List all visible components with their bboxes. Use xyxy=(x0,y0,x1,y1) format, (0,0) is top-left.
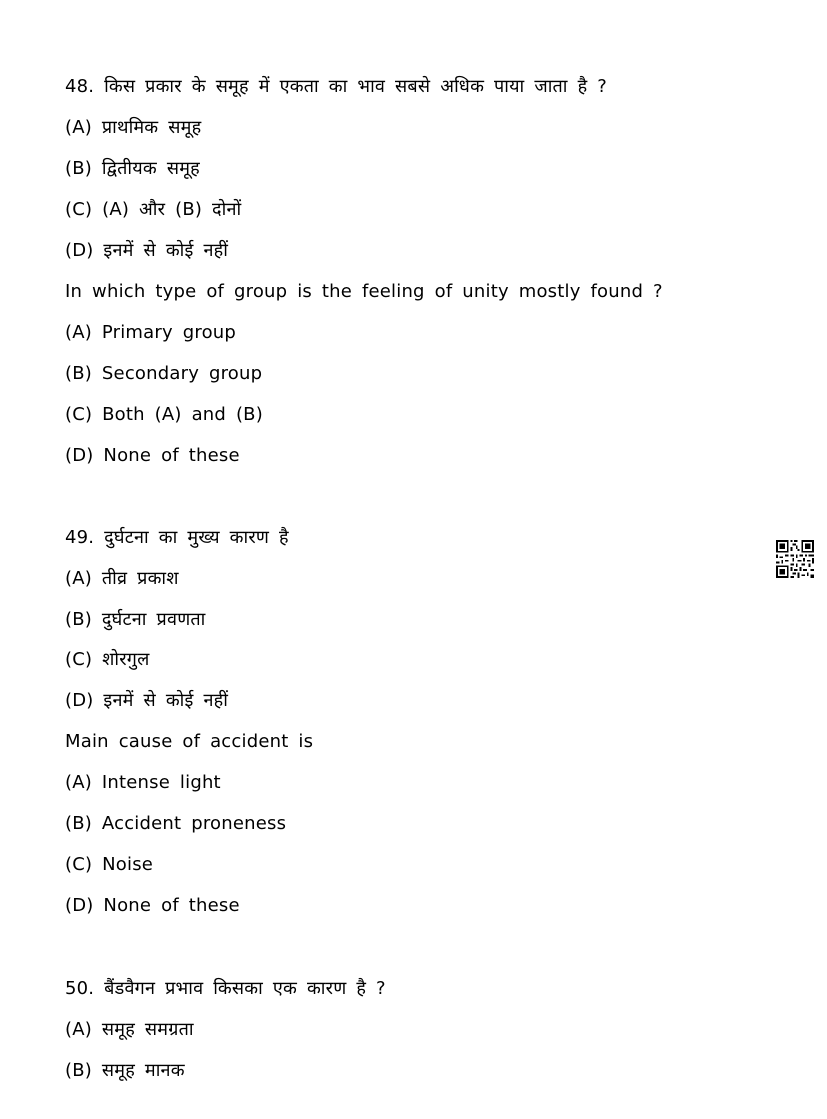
option-b-hindi: (B) दुर्घटना प्रवणता xyxy=(65,609,206,630)
question-text: किस प्रकार के समूह में एकता का भाव सबसे अधिक पाया जाता है ? xyxy=(104,76,608,97)
option-b-hindi: (B) द्वितीयक समूह xyxy=(65,158,200,179)
option-d-hindi: (D) इनमें से कोई नहीं xyxy=(65,240,229,261)
option-b-english: (B) Accident proneness xyxy=(65,813,287,834)
qr-code-icon xyxy=(776,540,814,578)
option-a-hindi: (A) तीव्र प्रकाश xyxy=(65,568,179,589)
option-c-english: (C) Noise xyxy=(65,854,154,875)
option-d-hindi: (D) इनमें से कोई नहीं xyxy=(65,690,229,711)
question-49-hindi xyxy=(65,527,289,549)
question-text: दुर्घटना का मुख्य कारण है xyxy=(104,527,289,548)
option-b-english: (B) Secondary group xyxy=(65,363,263,384)
question-number: 48. xyxy=(65,76,95,97)
question-48-hindi xyxy=(65,76,607,98)
question-number: 50. xyxy=(65,978,95,999)
option-d-english: (D) None of these xyxy=(65,895,240,916)
option-d-english: (D) None of these xyxy=(65,445,240,466)
question-49-english: Main cause of accident is xyxy=(65,731,314,752)
question-48-english: In which type of group is the feeling of unity mostly found ? xyxy=(65,281,663,302)
option-c-hindi: (C) शोरगुल xyxy=(65,649,150,670)
option-a-hindi: (A) प्राथमिक समूह xyxy=(65,117,202,138)
question-number: 49. xyxy=(65,527,95,548)
question-50-hindi xyxy=(65,978,386,1000)
option-c-hindi: (C) (A) और (B) दोनों xyxy=(65,199,242,220)
option-c-english: (C) Both (A) and (B) xyxy=(65,404,263,425)
option-a-hindi: (A) समूह समग्रता xyxy=(65,1019,194,1040)
option-b-hindi: (B) समूह मानक xyxy=(65,1060,185,1081)
option-a-english: (A) Intense light xyxy=(65,772,221,793)
option-a-english: (A) Primary group xyxy=(65,322,237,343)
question-text: बैंडवैगन प्रभाव किसका एक कारण है ? xyxy=(104,978,386,999)
